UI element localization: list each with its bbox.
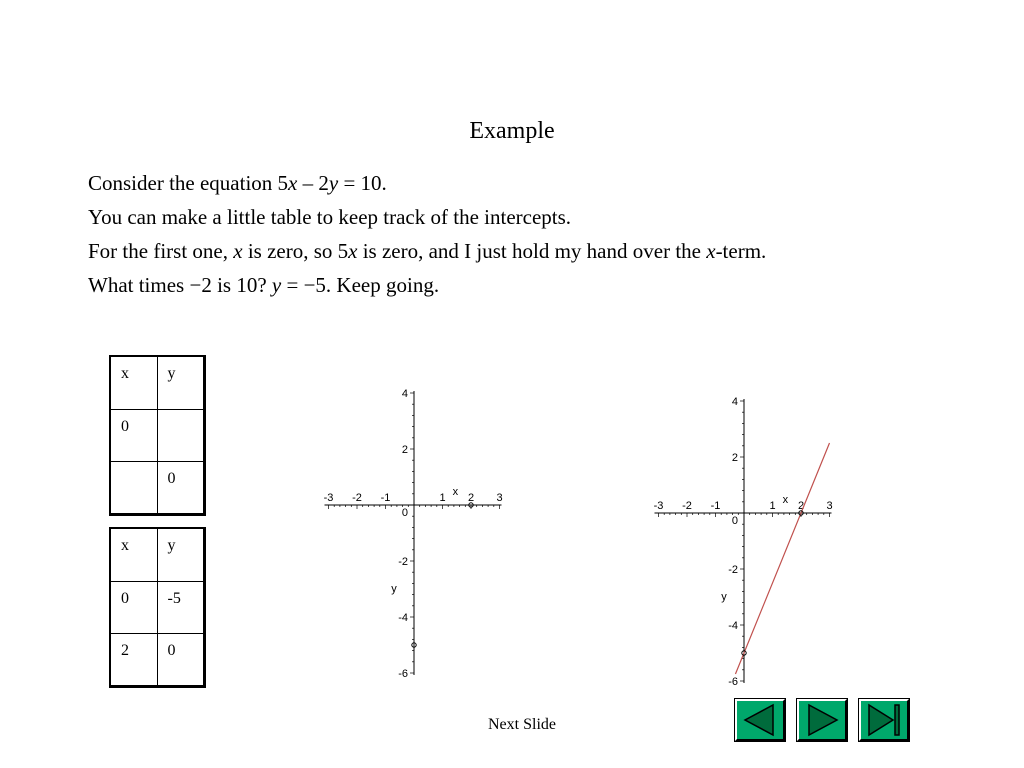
text-segment: You can make a little table to keep track of the intercepts.	[88, 205, 572, 229]
text-segment: What times −2 is 10?	[88, 273, 272, 297]
skip-to-end-icon	[861, 701, 907, 739]
text-segment: y	[328, 171, 339, 195]
text-segment: = 10.	[338, 171, 387, 195]
text-segment: is zero, and I just hold my hand over the	[357, 239, 707, 263]
header-cell-y: y	[157, 357, 203, 409]
x-axis-label: x	[452, 486, 459, 498]
body-line	[88, 234, 766, 268]
table-cell: 0	[111, 581, 157, 633]
intercept-plot	[320, 380, 520, 680]
y-tick-label: 4	[731, 396, 738, 408]
table-row	[111, 409, 203, 461]
y-tick-label: 2	[401, 444, 408, 456]
x-tick-label: 3	[496, 492, 503, 504]
text-segment: x	[233, 239, 243, 263]
table-cell: 2	[111, 633, 157, 685]
x-tick-label: 2	[797, 500, 805, 512]
text-segment: is zero, so 5	[242, 239, 349, 263]
body-text	[88, 166, 766, 302]
y-tick-label: -4	[398, 612, 408, 624]
x-tick-label: -2	[352, 492, 362, 504]
table-cell: 0	[157, 633, 203, 685]
text-segment: = −5. Keep going.	[281, 273, 440, 297]
line-plot	[650, 388, 850, 688]
text-segment: x	[288, 171, 298, 195]
x-tick-label: -1	[710, 500, 721, 512]
header-cell-y: y	[157, 529, 203, 581]
graph-line	[735, 443, 829, 674]
x-tick-label: -2	[682, 500, 692, 512]
table-row	[111, 633, 203, 685]
previous-slide-button[interactable]	[735, 699, 785, 741]
y-tick-label: -2	[728, 564, 738, 576]
text-segment: x	[706, 239, 716, 263]
intercept-table-2	[109, 527, 206, 688]
body-line	[88, 200, 766, 234]
x-tick-label: -3	[323, 492, 334, 504]
last-slide-button[interactable]	[859, 699, 909, 741]
x-tick-label: -3	[653, 500, 664, 512]
table-cell	[157, 409, 203, 461]
y-tick-label: 2	[731, 452, 738, 464]
text-segment: -term.	[715, 239, 767, 263]
x-tick-label: -1	[380, 492, 391, 504]
text-segment: Consider the equation 5	[88, 171, 289, 195]
table-header-row	[111, 357, 203, 409]
table-header-row	[111, 529, 203, 581]
y-axis-label: y	[391, 582, 397, 595]
x-tick-label: 2	[467, 492, 475, 504]
intercept-table-1	[109, 355, 206, 516]
text-segment: x	[348, 239, 358, 263]
y-axis-label: y	[721, 590, 727, 603]
body-line	[88, 166, 766, 200]
text-segment: – 2	[297, 171, 329, 195]
header-cell-x: x	[121, 365, 129, 382]
y-tick-label: -2	[398, 556, 408, 568]
x-tick-label: 1	[769, 500, 776, 512]
table-row	[111, 461, 203, 513]
y-tick-label: 0	[731, 515, 738, 527]
y-tick-label: -6	[728, 676, 738, 688]
x-tick-label: 1	[439, 492, 446, 504]
table-cell: 0	[157, 461, 203, 513]
y-tick-label: -4	[728, 620, 738, 632]
back-icon	[737, 701, 783, 739]
play-icon	[799, 701, 845, 739]
x-tick-label: 3	[826, 500, 833, 512]
y-tick-label: 4	[401, 388, 408, 400]
y-tick-label: -6	[398, 668, 408, 680]
y-tick-label: 0	[401, 507, 408, 519]
table-cell: 0	[111, 409, 157, 461]
next-slide-label: Next Slide	[488, 716, 556, 733]
table-cell	[111, 461, 157, 513]
table-row	[111, 581, 203, 633]
text-segment: For the first one,	[88, 239, 234, 263]
body-line	[88, 268, 766, 302]
text-segment: y	[271, 273, 282, 297]
x-axis-label: x	[782, 494, 789, 506]
slide-title: Example	[469, 118, 555, 144]
header-cell-x: x	[121, 537, 129, 554]
table-cell: -5	[157, 581, 203, 633]
next-slide-button[interactable]	[797, 699, 847, 741]
